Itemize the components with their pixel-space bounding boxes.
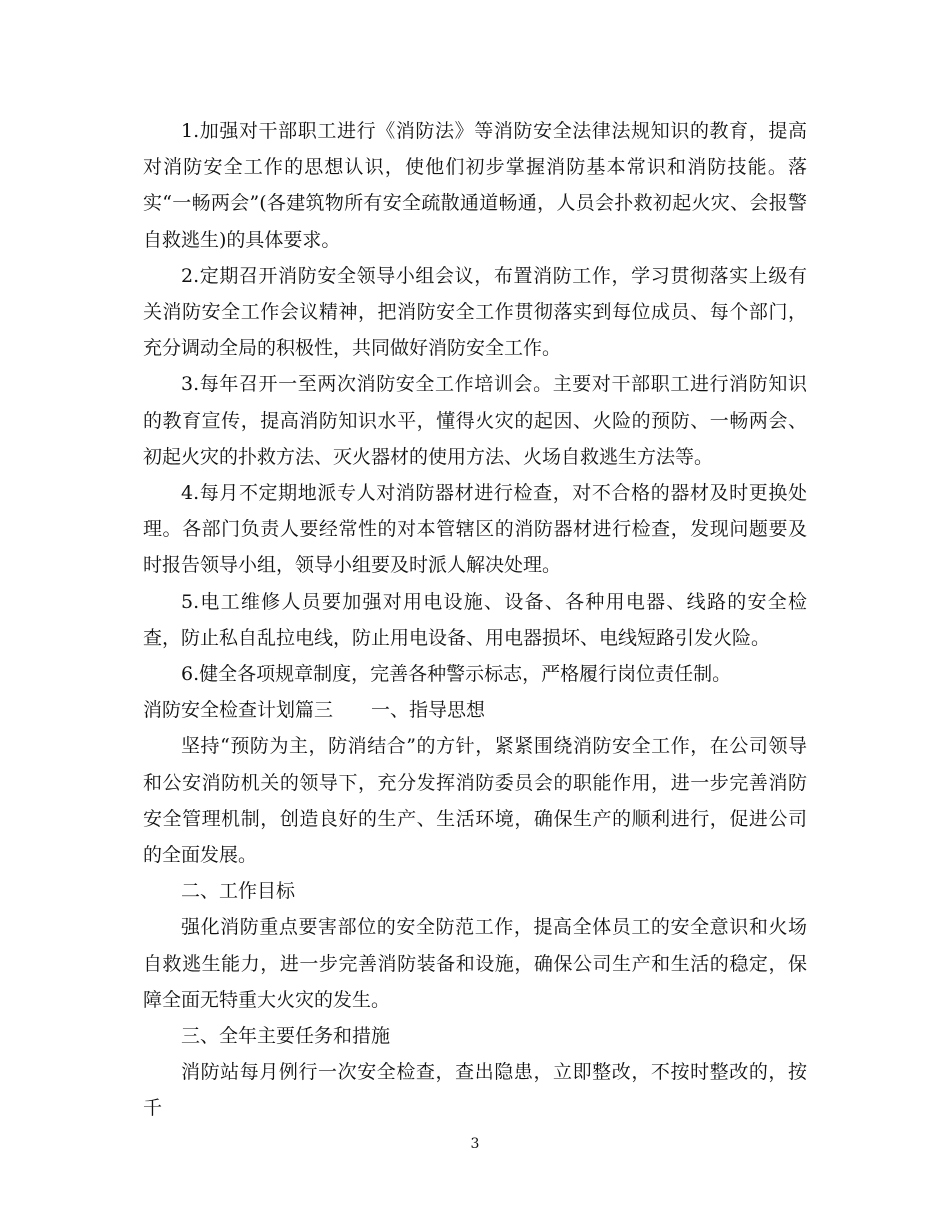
guiding-paragraph: 坚持“预防为主，防消结合”的方针，紧紧围绕消防安全工作，在公司领导和公安消防机关的领导下，充分发挥消防委员会的职能作用，进一步完善消防安全管理机制，创造良好的生产、生活环境，确保生产的顺利进行，促进公司的全面发展。 — [143, 735, 807, 867]
paragraph-item-3: 3.每年召开一至两次消防安全工作培训会。主要对干部职工进行消防知识的教育宣传，提高消防知识水平，懂得火灾的起因、火险的预防、一畅两会、初起火灾的扑救方法、灭火器材的使用方法、火场自救逃生方法等。 — [143, 373, 807, 468]
heading-work-goals: 二、工作目标 — [181, 880, 296, 903]
goal-paragraph: 强化消防重点要害部位的安全防范工作，提高全体员工的安全意识和火场自救逃生能力，进一步完善消防装备和设施，确保公司生产和生活的稳定，保障全面无特重大火灾的发生。 — [143, 916, 807, 1011]
document-body — [143, 113, 807, 1127]
section-heading: 消防安全检查计划篇三 一、指导思想 — [143, 699, 486, 722]
heading-main-tasks: 三、全年主要任务和措施 — [181, 1025, 391, 1048]
paragraph-item-4: 4.每月不定期地派专人对消防器材进行检查，对不合格的器材及时更换处理。各部门负责人要经常性的对本管辖区的消防器材进行检查，发现问题要及时报告领导小组，领导小组要及时派人解决处理。 — [143, 482, 807, 577]
paragraph-item-1: 1.加强对干部职工进行《消防法》等消防安全法律法规知识的教育，提高对消防安全工作的思想认识，使他们初步掌握消防基本常识和消防技能。落实“一畅两会”(各建筑物所有安全疏散通道畅通，人员会扑救初起火灾、会报警自救逃生)的具体要求。 — [143, 120, 807, 251]
paragraph-item-5: 5.电工维修人员要加强对用电设施、设备、各种用电器、线路的安全检查，防止私自乱拉电线，防止用电设备、用电器损坏、电线短路引发火险。 — [143, 590, 807, 649]
paragraph-item-2: 2.定期召开消防安全领导小组会议，布置消防工作，学习贯彻落实上级有关消防安全工作会议精神，把消防安全工作贯彻落实到每位成员、每个部门，充分调动全局的积极性，共同做好消防安全工作。 — [143, 264, 807, 360]
page-number: 3 — [470, 1136, 480, 1152]
tasks-paragraph: 消防站每月例行一次安全检查，查出隐患，立即整改，不按时整改的，按千 — [143, 1061, 807, 1120]
paragraph-item-6: 6.健全各项规章制度，完善各种警示标志，严格履行岗位责任制。 — [181, 663, 732, 686]
